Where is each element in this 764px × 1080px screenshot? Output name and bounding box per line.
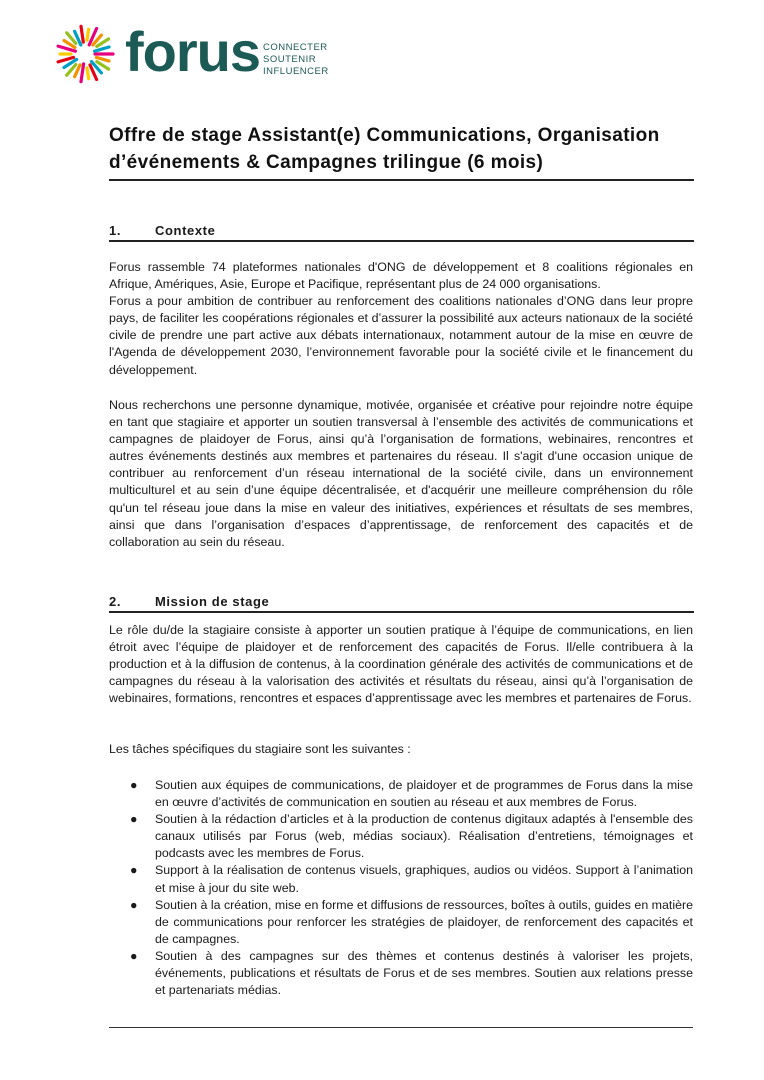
logo-tagline bbox=[263, 42, 329, 78]
logo-tagline-line: SOUTENIR bbox=[263, 54, 317, 65]
bullet-icon: ● bbox=[130, 778, 138, 792]
list-item bbox=[109, 862, 693, 896]
bullet-icon: ● bbox=[130, 812, 138, 827]
bullet-icon: ● bbox=[130, 863, 138, 878]
task-text: Support à la réalisation de contenus visuels, graphiques, audios ou vidéos. Support à l’animation et mise à jour du site web. bbox=[155, 863, 693, 895]
document-title: Offre de stage Assistant(e) Communications, Organisation d’événements & Campagnes trilingue (6 mois) bbox=[109, 122, 694, 181]
section-number: 2. bbox=[109, 594, 122, 609]
contexte-text-2: Forus a pour ambition de contribuer au renforcement des coalitions nationales d’ONG dans leur propre pays, de faciliter les coopérations régionales et d’assurer la possibilité aux acteurs nationaux de la société civile de prendre une part active aux débats internationaux, notamment autour de la mise en œuvre de l'Agenda de développement 2030, l’environnement favorable pour la société civile et le financement du développement. bbox=[109, 294, 693, 377]
bullet-icon: ● bbox=[130, 897, 138, 912]
list-item bbox=[109, 777, 693, 811]
forus-burst-icon bbox=[53, 22, 117, 86]
section-heading-contexte bbox=[109, 223, 694, 242]
section-title: Mission de stage bbox=[155, 594, 270, 609]
list-item bbox=[109, 897, 693, 948]
task-text: Soutien aux équipes de communications, de plaidoyer et de programmes de Forus dans la mise en œuvre d’activités de communication en soutien au réseau et aux membres de Forus. bbox=[155, 778, 693, 810]
section-title: Contexte bbox=[155, 223, 216, 238]
section-heading-mission bbox=[109, 594, 694, 613]
tasks-list bbox=[109, 777, 693, 999]
list-item bbox=[109, 811, 693, 862]
task-text: Soutien à la création, mise en forme et diffusions de ressources, boîtes à outils, guides en matière de communications pour renforcer les stratégies de plaidoyer, de renforcement des capacités et de campagnes. bbox=[155, 897, 693, 946]
logo-tagline-line: CONNECTER bbox=[263, 42, 328, 53]
task-text: Soutien à des campagnes sur des thèmes et contenus destinés à valoriser les projets, événements, publications et résultats de Forus et de ses membres. Soutien aux relations presse et partenariats médias. bbox=[155, 948, 693, 998]
contexte-text-1: Forus rassemble 74 plateformes nationales d'ONG de développement et 8 coalitions régionales en Afrique, Amériques, Asie, Europe et Pacifique, représentant plus de 24 000 organisations. bbox=[109, 260, 693, 292]
contexte-paragraph-2: Nous recherchons une personne dynamique, motivée, organisée et créative pour rejoindre notre équipe en tant que stagiaire et apporter un soutien transversal à l’ensemble des activités de communications et campagnes de plaidoyer de Forus, ainsi qu’à l’organisation de formations, webinaires, rencontres et autres événements destinés aux membres et partenaires du réseau. Il s'agit d'une occasion unique de contribuer au renforcement d’un réseau international de la société civile, dans un environnement multiculturel et au sein d’une équipe décentralisée, et d'acquérir une meilleure compréhension du rôle qu'un tel réseau joue dans la mise en valeur des initiatives, expériences et résultats de ses membres, ainsi que dans l’organisation d’espaces d’apprentissage, de renforcement des capacités et de collaboration au sein du réseau. bbox=[109, 398, 693, 549]
contexte-paragraph bbox=[109, 259, 693, 379]
section-number: 1. bbox=[109, 223, 122, 238]
list-item bbox=[109, 948, 693, 999]
logo-tagline-line: INFLUENCER bbox=[263, 66, 329, 77]
bullet-icon: ● bbox=[130, 948, 138, 963]
footer-divider bbox=[109, 1027, 693, 1028]
logo-wordmark: forus bbox=[125, 20, 260, 83]
task-text: Soutien à la rédaction d’articles et à la production de contenus digitaux adaptés à l'ensemble des canaux utilisés par Forus (web, médias sociaux). Réalisation d’entretiens, témoignages et podcasts avec les membres de Forus. bbox=[155, 812, 693, 861]
forus-logo bbox=[53, 22, 343, 86]
tasks-intro: Les tâches spécifiques du stagiaire sont les suivantes : bbox=[109, 742, 411, 756]
mission-paragraph: Le rôle du/de la stagiaire consiste à apporter un soutien pratique à l’équipe de communications, en lien étroit avec l’équipe de plaidoyer et de renforcement des capacités de Forus. Il/elle contribuera à la production et à la diffusion de contenus, à la coordination générale des activités de communications et de campagnes du réseau à la valorisation des activités et résultats du réseau, ainsi qu’à l’organisation de webinaires, formations, rencontres et espaces d’apprentissage avec les membres et partenaires de Forus. bbox=[109, 623, 693, 706]
